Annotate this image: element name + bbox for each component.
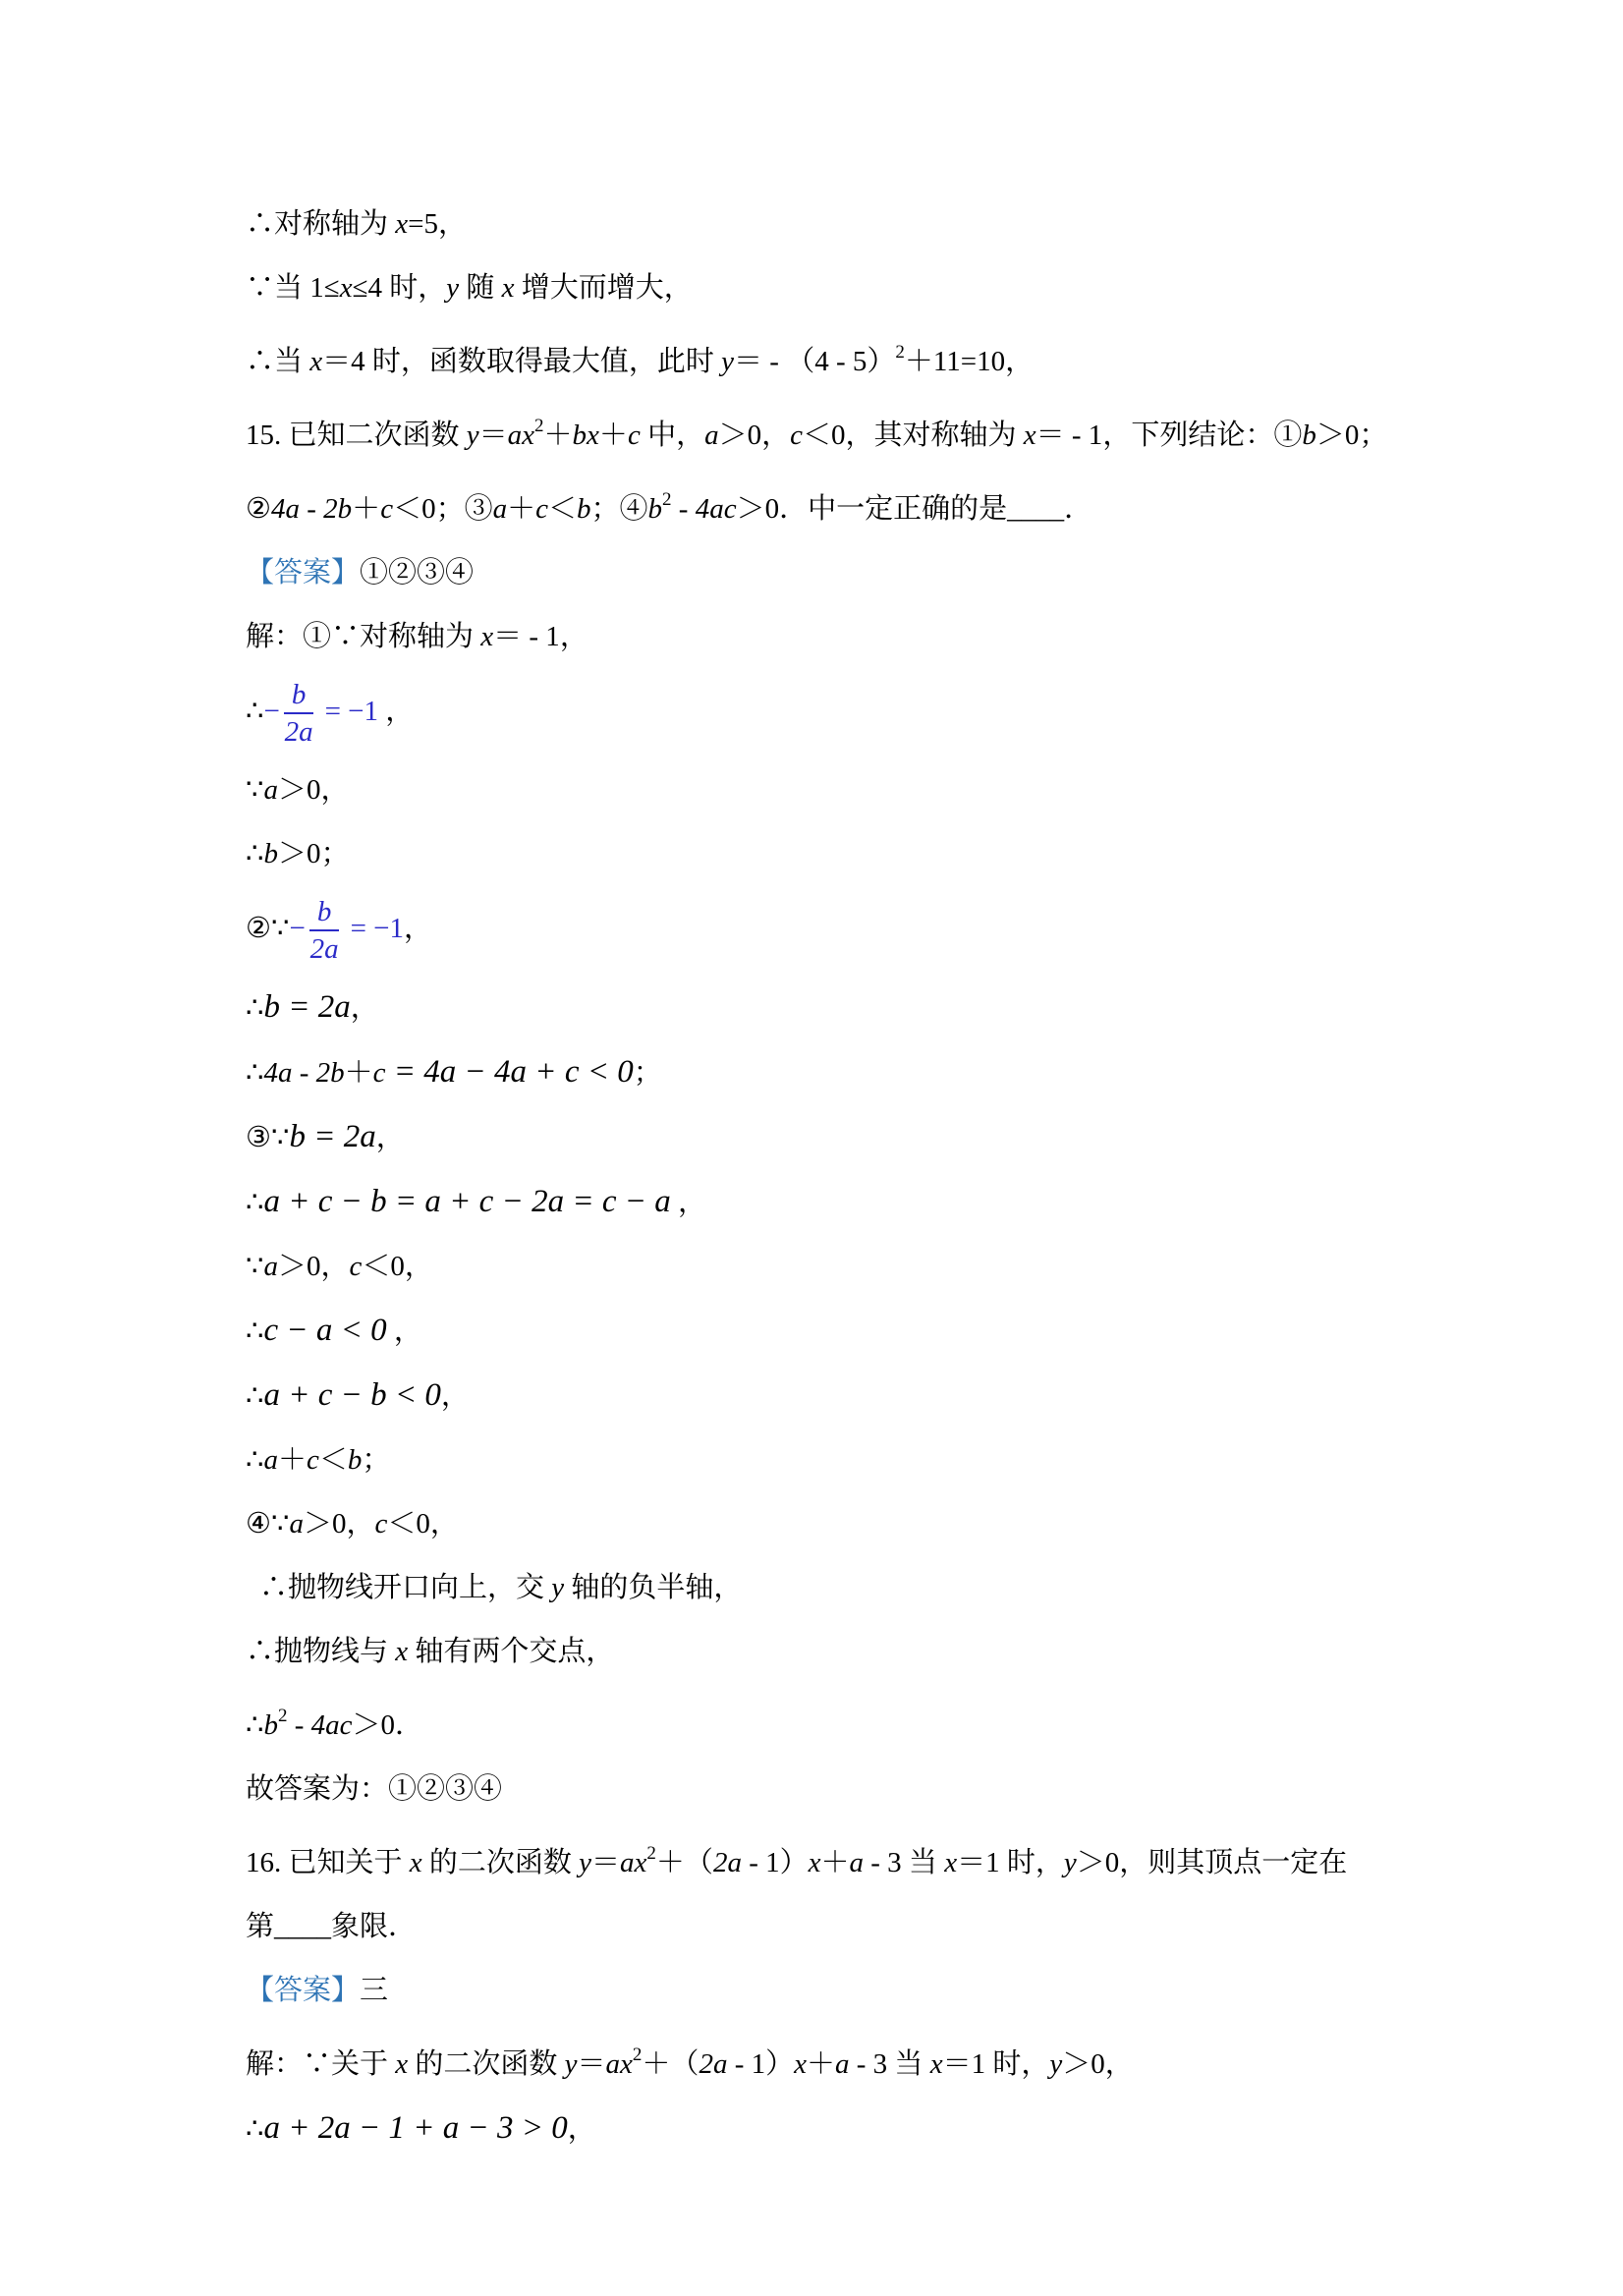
text-segment: ＝ - （4 - 5）: [734, 346, 896, 377]
text-segment: x: [944, 1846, 958, 1878]
text-segment: ＝4: [322, 346, 365, 377]
text-segment: ，: [559, 621, 588, 652]
text-segment: b: [647, 493, 663, 525]
text-segment: 故答案为：①②③④: [246, 1772, 503, 1805]
text-segment: 4a: [263, 1056, 293, 1089]
text-segment: 轴的负半轴，: [564, 1571, 743, 1603]
text-segment: ，: [404, 1250, 433, 1282]
text-segment: c − a < 0: [263, 1312, 387, 1348]
problem-15-statement-2: [246, 468, 1387, 541]
text-segment: - 3: [849, 2047, 888, 2080]
text-segment: 当: [887, 2047, 930, 2080]
text-segment: c: [349, 1250, 363, 1282]
text-segment: ④∵: [246, 1507, 290, 1540]
text-segment: ∴抛物线开口向上，交: [259, 1571, 552, 1603]
text-segment: ∵: [246, 773, 264, 806]
fraction-denominator: 2a: [284, 716, 313, 749]
text-segment: = −1: [317, 696, 379, 728]
superscript: 2: [646, 1842, 656, 1864]
text-segment: 2a: [699, 2047, 728, 2080]
text-segment: ②: [246, 493, 271, 525]
fraction-denominator: 2a: [309, 933, 339, 966]
text-segment: = 4a − 4a + c < 0: [385, 1053, 634, 1090]
text-segment: - 1）: [727, 2047, 795, 2080]
text-segment: ≤4: [352, 272, 382, 304]
text-segment: ＞0: [277, 773, 321, 806]
solution-15-item3-premise: [246, 1105, 1387, 1170]
text-segment: x: [339, 272, 353, 304]
solution-15-final-answer: [246, 1758, 1387, 1821]
answer-label: 【答案】: [246, 557, 361, 588]
text-segment: ；: [362, 1443, 391, 1476]
problem-15-statement: [246, 394, 1387, 468]
text-segment: 15.: [246, 420, 289, 451]
text-segment: c: [790, 420, 803, 451]
fraction-numerator: b: [284, 680, 314, 714]
text-segment: x: [395, 208, 409, 240]
text-segment: x: [501, 272, 515, 304]
text-segment: ＝1: [957, 1846, 1000, 1878]
text-segment: y: [1049, 2047, 1063, 2080]
text-segment: 随: [459, 272, 502, 304]
text-segment: ＋（: [642, 2047, 700, 2080]
text-segment: x: [794, 2047, 807, 2080]
text-segment: b: [263, 1708, 278, 1741]
text-segment: ＋: [277, 1443, 307, 1476]
text-segment: 2b: [323, 493, 353, 525]
solution-15-fraction-2: [246, 886, 1387, 976]
text-segment: ∵当: [246, 272, 310, 304]
text-segment: ＜: [318, 1443, 348, 1476]
text-segment: x: [395, 1635, 409, 1667]
answer-label: 【答案】: [246, 1974, 361, 2006]
fraction: [309, 897, 340, 965]
text-segment: a: [263, 1250, 278, 1282]
superscript: 2: [277, 1705, 288, 1726]
solution-15-a-positive: [246, 758, 1387, 822]
text-segment: ．中一定正确的是____．: [779, 493, 1093, 525]
text-segment: c: [372, 1056, 386, 1089]
text-segment: b: [347, 1443, 363, 1476]
text-segment: 增大而增大，: [514, 272, 693, 304]
text-segment: ＝ - 1: [1035, 420, 1103, 451]
text-segment: 4a: [271, 493, 300, 525]
text-segment: b: [263, 837, 278, 869]
text-segment: ；: [320, 837, 350, 869]
text-segment: a: [492, 493, 508, 525]
text-segment: ＋11=10: [904, 346, 1006, 377]
text-segment: ax: [507, 420, 535, 451]
text-segment: 2b: [315, 1056, 345, 1089]
text-segment: 解：∵关于: [246, 2047, 396, 2080]
text-segment: b = 2a: [289, 1118, 376, 1154]
text-segment: ，: [320, 1250, 350, 1282]
text-segment: ＋: [806, 2047, 835, 2080]
solution-15-4a-2b-c: [246, 1040, 1387, 1105]
text-segment: a + 2a − 1 + a − 3 > 0: [263, 2109, 568, 2146]
line-axis-conclusion: [246, 193, 1387, 256]
text-segment: x: [1023, 420, 1036, 451]
text-segment: a + c − b = a + c − 2a = c − a: [263, 1183, 671, 1219]
text-segment: 时，函数取得最大值，此时: [364, 346, 722, 377]
text-segment: c: [535, 493, 548, 525]
text-segment: ∴抛物线与: [246, 1635, 396, 1667]
text-segment: ＜0: [802, 420, 846, 451]
text-segment: 已知二次函数: [288, 420, 467, 451]
text-segment: y: [446, 272, 460, 304]
text-segment: x: [808, 1846, 821, 1878]
text-segment: ＜: [547, 493, 577, 525]
solution-15-fraction-1: [246, 669, 1387, 758]
solution-15-b-positive: [246, 822, 1387, 886]
answer-15: [246, 541, 1387, 605]
text-segment: =5: [408, 208, 438, 240]
text-segment: ，: [346, 1507, 375, 1540]
text-segment: ＋: [820, 1846, 850, 1878]
text-segment: x: [480, 621, 494, 652]
text-segment: ax: [605, 2047, 633, 2080]
text-segment: a + c − b < 0: [263, 1376, 441, 1413]
text-segment: y: [579, 1846, 592, 1878]
text-segment: 4ac: [695, 493, 737, 525]
solution-15-start: [246, 605, 1387, 669]
text-segment: 的二次函数: [421, 1846, 580, 1878]
text-segment: ；: [1359, 420, 1388, 451]
text-segment: c: [380, 493, 394, 525]
text-segment: ＋: [598, 420, 628, 451]
text-segment: 2a: [712, 1846, 742, 1878]
text-segment: ∵: [246, 1250, 264, 1282]
text-segment: ＞0: [352, 1708, 396, 1741]
text-segment: ，: [378, 696, 415, 728]
text-segment: a: [289, 1507, 304, 1540]
text-segment: ＜0: [393, 493, 436, 525]
text-segment: ∴: [246, 1708, 264, 1741]
solution-16-start: [246, 2023, 1387, 2097]
text-segment: ＝: [577, 2047, 606, 2080]
text-segment: a: [263, 1443, 278, 1476]
text-segment: ＞0: [718, 420, 762, 451]
text-segment: -: [300, 493, 324, 525]
text-segment: ，: [320, 773, 350, 806]
text-segment: 当: [901, 1846, 945, 1878]
text-segment: x: [395, 2047, 409, 2080]
solution-15-acb-expansion: [246, 1170, 1387, 1235]
text-segment: ∴: [246, 837, 264, 869]
text-segment: x: [929, 2047, 943, 2080]
solution-15-signs-premise: [246, 1235, 1387, 1299]
text-segment: - 3: [864, 1846, 902, 1878]
text-segment: ＞0: [1062, 2047, 1105, 2080]
text-segment: ，: [404, 912, 433, 944]
text-segment: ＞0: [736, 493, 780, 525]
text-segment: a: [704, 420, 719, 451]
text-segment: ＋: [507, 493, 536, 525]
text-segment: ，下列结论：①: [1102, 420, 1303, 451]
text-segment: 三: [360, 1974, 389, 2006]
text-segment: ，: [350, 991, 379, 1024]
text-segment: ＋: [543, 420, 573, 451]
text-segment: y: [721, 346, 735, 377]
text-segment: b: [577, 493, 591, 525]
document-content: [246, 193, 1387, 2161]
text-segment: ，: [375, 1121, 405, 1153]
superscript: 2: [662, 489, 672, 510]
text-segment: ，: [440, 1379, 470, 1412]
text-segment: x: [409, 1846, 422, 1878]
solution-15-ac-less-b: [246, 1428, 1387, 1492]
text-segment: ，其对称轴为: [845, 420, 1024, 451]
text-segment: ②∵: [246, 912, 290, 944]
text-segment: ；: [633, 1056, 662, 1089]
fraction-numerator: b: [309, 897, 340, 931]
text-segment: 16.: [246, 1846, 289, 1878]
text-segment: ∴: [246, 1056, 264, 1089]
solution-16-inequality: [246, 2097, 1387, 2161]
text-segment: 第____象限．: [246, 1910, 418, 1942]
text-segment: 已知关于: [288, 1846, 410, 1878]
text-segment: ，: [670, 1186, 707, 1218]
text-segment: ＞0: [1315, 420, 1360, 451]
text-segment: ，: [438, 208, 468, 240]
text-segment: = −1: [343, 912, 405, 944]
text-segment: a: [835, 2047, 850, 2080]
problem-16-statement-2: [246, 1895, 1387, 1959]
text-segment: ＜0: [362, 1250, 405, 1282]
text-segment: −: [263, 696, 280, 728]
text-segment: 解：①∵对称轴为: [246, 621, 481, 652]
solution-15-parabola-up: [246, 1556, 1387, 1620]
solution-15-acb-negative: [246, 1364, 1387, 1428]
text-segment: ＋: [352, 493, 381, 525]
text-segment: a: [263, 773, 278, 806]
text-segment: ．: [395, 1708, 424, 1741]
text-segment: ＞0: [277, 837, 321, 869]
text-segment: ＋（: [655, 1846, 713, 1878]
text-segment: 时，: [381, 272, 447, 304]
fraction: [284, 680, 314, 748]
text-segment: ；④: [590, 493, 648, 525]
superscript: 2: [895, 342, 905, 363]
text-segment: c: [627, 420, 641, 451]
text-segment: ∴: [246, 1443, 264, 1476]
text-segment: y: [564, 2047, 578, 2080]
text-segment: ③∵: [246, 1121, 290, 1153]
text-segment: ＞0: [303, 1507, 347, 1540]
solution-15-two-intersections: [246, 1620, 1387, 1684]
text-segment: 时，: [999, 1846, 1064, 1878]
text-segment: ∴: [246, 1315, 264, 1347]
text-segment: 轴有两个交点，: [408, 1635, 615, 1667]
text-segment: ，: [1104, 2047, 1134, 2080]
text-segment: -: [287, 1708, 311, 1741]
text-segment: 中，: [640, 420, 705, 451]
text-segment: 1≤: [309, 272, 340, 304]
problem-16-statement: [246, 1821, 1387, 1895]
text-segment: ∴: [246, 1186, 264, 1218]
text-segment: -: [671, 493, 696, 525]
text-segment: ＞0: [277, 1250, 321, 1282]
text-segment: a: [849, 1846, 864, 1878]
text-segment: ①②③④: [360, 557, 475, 588]
text-segment: ，: [761, 420, 791, 451]
solution-15-item4-premise: [246, 1492, 1387, 1556]
text-segment: ∴: [246, 2112, 264, 2145]
text-segment: ∴对称轴为: [246, 208, 396, 240]
text-segment: -: [292, 1056, 316, 1089]
text-segment: b = 2a: [263, 988, 351, 1025]
text-segment: ，: [567, 2112, 596, 2145]
line-monotonic-premise: [246, 256, 1387, 320]
text-segment: x: [309, 346, 323, 377]
answer-16: [246, 1959, 1387, 2023]
text-segment: ∴: [246, 991, 264, 1024]
text-segment: ，则其顶点一定在: [1119, 1846, 1348, 1878]
solution-15-ca-negative: [246, 1299, 1387, 1364]
text-segment: ，: [429, 1507, 459, 1540]
text-segment: ∴当: [246, 346, 310, 377]
text-segment: ＝ - 1: [493, 621, 560, 652]
text-segment: ＝: [591, 1846, 621, 1878]
text-segment: ，: [1005, 346, 1035, 377]
superscript: 2: [534, 416, 544, 436]
text-segment: ＝1: [942, 2047, 986, 2080]
text-segment: ＋: [344, 1056, 373, 1089]
text-segment: 的二次函数: [408, 2047, 565, 2080]
text-segment: c: [374, 1507, 388, 1540]
text-segment: c: [306, 1443, 319, 1476]
text-segment: b: [1302, 420, 1316, 451]
text-segment: y: [466, 420, 479, 451]
text-segment: ，: [386, 1315, 422, 1347]
text-segment: bx: [572, 420, 599, 451]
text-segment: ∴: [246, 1379, 264, 1412]
text-segment: 4ac: [310, 1708, 353, 1741]
solution-15-discriminant: [246, 1684, 1387, 1758]
text-segment: ；③: [435, 493, 493, 525]
solution-15-b-2a: [246, 976, 1387, 1040]
text-segment: ＜0: [387, 1507, 430, 1540]
superscript: 2: [632, 2044, 643, 2065]
text-segment: y: [551, 1571, 565, 1603]
line-max-value-conclusion: [246, 320, 1387, 394]
text-segment: ＝: [478, 420, 508, 451]
text-segment: ＞0: [1076, 1846, 1120, 1878]
text-segment: −: [289, 912, 306, 944]
text-segment: ∴: [246, 696, 264, 728]
text-segment: - 1）: [741, 1846, 809, 1878]
text-segment: y: [1063, 1846, 1077, 1878]
text-segment: ax: [620, 1846, 647, 1878]
text-segment: 时，: [985, 2047, 1050, 2080]
